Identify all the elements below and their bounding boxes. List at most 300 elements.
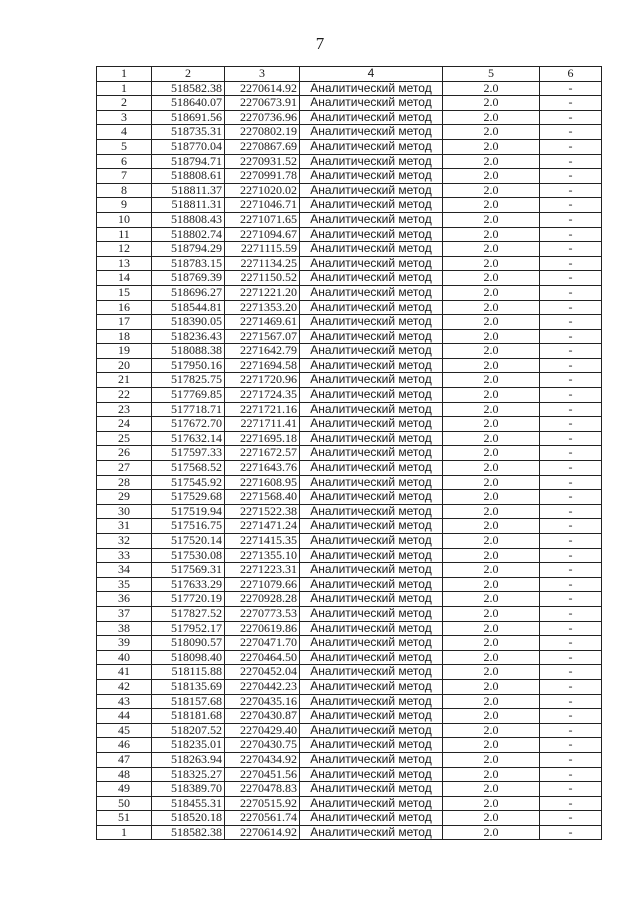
method-cell: Аналитический метод <box>300 534 443 549</box>
method-cell: Аналитический метод <box>300 125 443 140</box>
y-coordinate-cell: 2270931.52 <box>225 154 300 169</box>
x-coordinate-cell: 518235.01 <box>152 738 225 753</box>
table-row <box>97 125 602 140</box>
column-header-5: 5 <box>443 67 540 82</box>
point-number-cell: 30 <box>97 504 152 519</box>
point-number-cell: 50 <box>97 796 152 811</box>
x-coordinate-cell: 518115.88 <box>152 665 225 680</box>
x-coordinate-cell: 517633.29 <box>152 577 225 592</box>
accuracy-cell: 2.0 <box>443 198 540 213</box>
accuracy-cell: 2.0 <box>443 650 540 665</box>
y-coordinate-cell: 2270434.92 <box>225 752 300 767</box>
method-cell: Аналитический метод <box>300 475 443 490</box>
point-number-cell: 16 <box>97 300 152 315</box>
y-coordinate-cell: 2270452.04 <box>225 665 300 680</box>
table-row <box>97 402 602 417</box>
note-cell: - <box>540 825 602 840</box>
point-number-cell: 39 <box>97 636 152 651</box>
y-coordinate-cell: 2271046.71 <box>225 198 300 213</box>
point-number-cell: 25 <box>97 431 152 446</box>
note-cell: - <box>540 563 602 578</box>
x-coordinate-cell: 517529.68 <box>152 490 225 505</box>
table-header-row <box>97 67 602 82</box>
note-cell: - <box>540 183 602 198</box>
x-coordinate-cell: 517516.75 <box>152 519 225 534</box>
method-cell: Аналитический метод <box>300 679 443 694</box>
accuracy-cell: 2.0 <box>443 81 540 96</box>
y-coordinate-cell: 2270802.19 <box>225 125 300 140</box>
note-cell: - <box>540 621 602 636</box>
accuracy-cell: 2.0 <box>443 723 540 738</box>
point-number-cell: 2 <box>97 96 152 111</box>
x-coordinate-cell: 518640.07 <box>152 96 225 111</box>
x-coordinate-cell: 518582.38 <box>152 825 225 840</box>
method-cell: Аналитический метод <box>300 256 443 271</box>
note-cell: - <box>540 577 602 592</box>
method-cell: Аналитический метод <box>300 139 443 154</box>
note-cell: - <box>540 636 602 651</box>
table-row <box>97 504 602 519</box>
method-cell: Аналитический метод <box>300 563 443 578</box>
x-coordinate-cell: 518135.69 <box>152 679 225 694</box>
point-number-cell: 35 <box>97 577 152 592</box>
method-cell: Аналитический метод <box>300 169 443 184</box>
method-cell: Аналитический метод <box>300 446 443 461</box>
accuracy-cell: 2.0 <box>443 592 540 607</box>
x-coordinate-cell: 517952.17 <box>152 621 225 636</box>
accuracy-cell: 2.0 <box>443 475 540 490</box>
accuracy-cell: 2.0 <box>443 285 540 300</box>
note-cell: - <box>540 519 602 534</box>
point-number-cell: 34 <box>97 563 152 578</box>
point-number-cell: 14 <box>97 271 152 286</box>
x-coordinate-cell: 518390.05 <box>152 315 225 330</box>
table-row <box>97 650 602 665</box>
method-cell: Аналитический метод <box>300 358 443 373</box>
accuracy-cell: 2.0 <box>443 504 540 519</box>
point-number-cell: 1 <box>97 81 152 96</box>
accuracy-cell: 2.0 <box>443 782 540 797</box>
note-cell: - <box>540 212 602 227</box>
point-number-cell: 24 <box>97 417 152 432</box>
column-header-1: 1 <box>97 67 152 82</box>
point-number-cell: 32 <box>97 534 152 549</box>
note-cell: - <box>540 402 602 417</box>
point-number-cell: 42 <box>97 679 152 694</box>
point-number-cell: 17 <box>97 315 152 330</box>
point-number-cell: 21 <box>97 373 152 388</box>
note-cell: - <box>540 782 602 797</box>
method-cell: Аналитический метод <box>300 300 443 315</box>
accuracy-cell: 2.0 <box>443 752 540 767</box>
point-number-cell: 9 <box>97 198 152 213</box>
note-cell: - <box>540 227 602 242</box>
accuracy-cell: 2.0 <box>443 563 540 578</box>
method-cell: Аналитический метод <box>300 227 443 242</box>
x-coordinate-cell: 518389.70 <box>152 782 225 797</box>
y-coordinate-cell: 2271721.16 <box>225 402 300 417</box>
y-coordinate-cell: 2271694.58 <box>225 358 300 373</box>
table-row <box>97 110 602 125</box>
x-coordinate-cell: 517950.16 <box>152 358 225 373</box>
table-row <box>97 329 602 344</box>
x-coordinate-cell: 518088.38 <box>152 344 225 359</box>
note-cell: - <box>540 417 602 432</box>
note-cell: - <box>540 665 602 680</box>
y-coordinate-cell: 2270515.92 <box>225 796 300 811</box>
point-number-cell: 26 <box>97 446 152 461</box>
column-header-6: 6 <box>540 67 602 82</box>
table-row <box>97 475 602 490</box>
accuracy-cell: 2.0 <box>443 242 540 257</box>
point-number-cell: 47 <box>97 752 152 767</box>
y-coordinate-cell: 2271724.35 <box>225 388 300 403</box>
x-coordinate-cell: 518236.43 <box>152 329 225 344</box>
table-row <box>97 154 602 169</box>
accuracy-cell: 2.0 <box>443 256 540 271</box>
method-cell: Аналитический метод <box>300 606 443 621</box>
y-coordinate-cell: 2270991.78 <box>225 169 300 184</box>
y-coordinate-cell: 2270736.96 <box>225 110 300 125</box>
x-coordinate-cell: 517672.70 <box>152 417 225 432</box>
table-row <box>97 606 602 621</box>
method-cell: Аналитический метод <box>300 431 443 446</box>
x-coordinate-cell: 517520.14 <box>152 534 225 549</box>
y-coordinate-cell: 2270442.23 <box>225 679 300 694</box>
point-number-cell: 41 <box>97 665 152 680</box>
table-body <box>97 67 602 840</box>
point-number-cell: 8 <box>97 183 152 198</box>
note-cell: - <box>540 723 602 738</box>
method-cell: Аналитический метод <box>300 154 443 169</box>
accuracy-cell: 2.0 <box>443 636 540 651</box>
note-cell: - <box>540 738 602 753</box>
accuracy-cell: 2.0 <box>443 548 540 563</box>
table-row <box>97 694 602 709</box>
y-coordinate-cell: 2270430.87 <box>225 709 300 724</box>
table-row <box>97 738 602 753</box>
method-cell: Аналитический метод <box>300 782 443 797</box>
method-cell: Аналитический метод <box>300 548 443 563</box>
method-cell: Аналитический метод <box>300 519 443 534</box>
accuracy-cell: 2.0 <box>443 402 540 417</box>
x-coordinate-cell: 517519.94 <box>152 504 225 519</box>
x-coordinate-cell: 518098.40 <box>152 650 225 665</box>
y-coordinate-cell: 2270451.56 <box>225 767 300 782</box>
accuracy-cell: 2.0 <box>443 606 540 621</box>
table-row <box>97 534 602 549</box>
y-coordinate-cell: 2271071.65 <box>225 212 300 227</box>
table-row <box>97 592 602 607</box>
point-number-cell: 1 <box>97 825 152 840</box>
note-cell: - <box>540 81 602 96</box>
point-number-cell: 44 <box>97 709 152 724</box>
table-row <box>97 679 602 694</box>
table-row <box>97 139 602 154</box>
note-cell: - <box>540 504 602 519</box>
accuracy-cell: 2.0 <box>443 796 540 811</box>
method-cell: Аналитический метод <box>300 709 443 724</box>
table-row <box>97 767 602 782</box>
table-row <box>97 636 602 651</box>
x-coordinate-cell: 518808.61 <box>152 169 225 184</box>
accuracy-cell: 2.0 <box>443 534 540 549</box>
note-cell: - <box>540 694 602 709</box>
y-coordinate-cell: 2271695.18 <box>225 431 300 446</box>
note-cell: - <box>540 446 602 461</box>
point-number-cell: 45 <box>97 723 152 738</box>
point-number-cell: 33 <box>97 548 152 563</box>
point-number-cell: 4 <box>97 125 152 140</box>
table-row <box>97 709 602 724</box>
note-cell: - <box>540 490 602 505</box>
note-cell: - <box>540 154 602 169</box>
note-cell: - <box>540 329 602 344</box>
table-row <box>97 256 602 271</box>
accuracy-cell: 2.0 <box>443 679 540 694</box>
accuracy-cell: 2.0 <box>443 577 540 592</box>
y-coordinate-cell: 2270435.16 <box>225 694 300 709</box>
y-coordinate-cell: 2271522.38 <box>225 504 300 519</box>
accuracy-cell: 2.0 <box>443 621 540 636</box>
y-coordinate-cell: 2271415.35 <box>225 534 300 549</box>
table-row <box>97 461 602 476</box>
accuracy-cell: 2.0 <box>443 169 540 184</box>
method-cell: Аналитический метод <box>300 110 443 125</box>
note-cell: - <box>540 431 602 446</box>
accuracy-cell: 2.0 <box>443 825 540 840</box>
table-row <box>97 271 602 286</box>
y-coordinate-cell: 2271079.66 <box>225 577 300 592</box>
y-coordinate-cell: 2271643.76 <box>225 461 300 476</box>
point-number-cell: 3 <box>97 110 152 125</box>
x-coordinate-cell: 517825.75 <box>152 373 225 388</box>
note-cell: - <box>540 679 602 694</box>
note-cell: - <box>540 461 602 476</box>
method-cell: Аналитический метод <box>300 825 443 840</box>
accuracy-cell: 2.0 <box>443 154 540 169</box>
accuracy-cell: 2.0 <box>443 358 540 373</box>
point-number-cell: 15 <box>97 285 152 300</box>
table-row <box>97 577 602 592</box>
point-number-cell: 19 <box>97 344 152 359</box>
method-cell: Аналитический метод <box>300 504 443 519</box>
method-cell: Аналитический метод <box>300 198 443 213</box>
column-header-4: 4 <box>300 67 443 82</box>
column-header-2: 2 <box>152 67 225 82</box>
point-number-cell: 40 <box>97 650 152 665</box>
x-coordinate-cell: 518811.37 <box>152 183 225 198</box>
point-number-cell: 48 <box>97 767 152 782</box>
method-cell: Аналитический метод <box>300 329 443 344</box>
accuracy-cell: 2.0 <box>443 183 540 198</box>
method-cell: Аналитический метод <box>300 577 443 592</box>
x-coordinate-cell: 518520.18 <box>152 811 225 826</box>
note-cell: - <box>540 315 602 330</box>
note-cell: - <box>540 388 602 403</box>
y-coordinate-cell: 2270430.75 <box>225 738 300 753</box>
note-cell: - <box>540 300 602 315</box>
note-cell: - <box>540 709 602 724</box>
note-cell: - <box>540 373 602 388</box>
point-number-cell: 7 <box>97 169 152 184</box>
note-cell: - <box>540 256 602 271</box>
y-coordinate-cell: 2270478.83 <box>225 782 300 797</box>
note-cell: - <box>540 139 602 154</box>
method-cell: Аналитический метод <box>300 490 443 505</box>
accuracy-cell: 2.0 <box>443 811 540 826</box>
x-coordinate-cell: 518090.57 <box>152 636 225 651</box>
accuracy-cell: 2.0 <box>443 212 540 227</box>
x-coordinate-cell: 517545.92 <box>152 475 225 490</box>
x-coordinate-cell: 518544.81 <box>152 300 225 315</box>
note-cell: - <box>540 606 602 621</box>
y-coordinate-cell: 2271094.67 <box>225 227 300 242</box>
x-coordinate-cell: 518696.27 <box>152 285 225 300</box>
x-coordinate-cell: 518769.39 <box>152 271 225 286</box>
note-cell: - <box>540 548 602 563</box>
table-row <box>97 723 602 738</box>
table-row <box>97 227 602 242</box>
method-cell: Аналитический метод <box>300 373 443 388</box>
table-row <box>97 811 602 826</box>
y-coordinate-cell: 2271353.20 <box>225 300 300 315</box>
method-cell: Аналитический метод <box>300 402 443 417</box>
page-number: 7 <box>315 34 325 53</box>
y-coordinate-cell: 2271471.24 <box>225 519 300 534</box>
point-number-cell: 51 <box>97 811 152 826</box>
x-coordinate-cell: 517720.19 <box>152 592 225 607</box>
note-cell: - <box>540 242 602 257</box>
note-cell: - <box>540 650 602 665</box>
x-coordinate-cell: 518263.94 <box>152 752 225 767</box>
accuracy-cell: 2.0 <box>443 490 540 505</box>
x-coordinate-cell: 517568.52 <box>152 461 225 476</box>
x-coordinate-cell: 518770.04 <box>152 139 225 154</box>
accuracy-cell: 2.0 <box>443 431 540 446</box>
accuracy-cell: 2.0 <box>443 767 540 782</box>
table-row <box>97 198 602 213</box>
x-coordinate-cell: 518181.68 <box>152 709 225 724</box>
y-coordinate-cell: 2271134.25 <box>225 256 300 271</box>
accuracy-cell: 2.0 <box>443 461 540 476</box>
note-cell: - <box>540 110 602 125</box>
table-row <box>97 358 602 373</box>
x-coordinate-cell: 518691.56 <box>152 110 225 125</box>
point-number-cell: 12 <box>97 242 152 257</box>
table-row <box>97 563 602 578</box>
method-cell: Аналитический метод <box>300 315 443 330</box>
point-number-cell: 11 <box>97 227 152 242</box>
method-cell: Аналитический метод <box>300 285 443 300</box>
y-coordinate-cell: 2271221.20 <box>225 285 300 300</box>
x-coordinate-cell: 518325.27 <box>152 767 225 782</box>
y-coordinate-cell: 2271355.10 <box>225 548 300 563</box>
point-number-cell: 23 <box>97 402 152 417</box>
method-cell: Аналитический метод <box>300 650 443 665</box>
note-cell: - <box>540 358 602 373</box>
note-cell: - <box>540 96 602 111</box>
table-row <box>97 417 602 432</box>
note-cell: - <box>540 125 602 140</box>
y-coordinate-cell: 2271720.96 <box>225 373 300 388</box>
x-coordinate-cell: 518207.52 <box>152 723 225 738</box>
method-cell: Аналитический метод <box>300 183 443 198</box>
table-row <box>97 665 602 680</box>
table-row <box>97 212 602 227</box>
table-row <box>97 490 602 505</box>
note-cell: - <box>540 534 602 549</box>
accuracy-cell: 2.0 <box>443 227 540 242</box>
y-coordinate-cell: 2271568.40 <box>225 490 300 505</box>
x-coordinate-cell: 517827.52 <box>152 606 225 621</box>
point-number-cell: 10 <box>97 212 152 227</box>
point-number-cell: 28 <box>97 475 152 490</box>
x-coordinate-cell: 518157.68 <box>152 694 225 709</box>
point-number-cell: 46 <box>97 738 152 753</box>
accuracy-cell: 2.0 <box>443 738 540 753</box>
x-coordinate-cell: 517718.71 <box>152 402 225 417</box>
x-coordinate-cell: 518794.29 <box>152 242 225 257</box>
accuracy-cell: 2.0 <box>443 300 540 315</box>
note-cell: - <box>540 271 602 286</box>
accuracy-cell: 2.0 <box>443 417 540 432</box>
accuracy-cell: 2.0 <box>443 519 540 534</box>
point-number-cell: 13 <box>97 256 152 271</box>
table-row <box>97 519 602 534</box>
method-cell: Аналитический метод <box>300 461 443 476</box>
accuracy-cell: 2.0 <box>443 271 540 286</box>
table-row <box>97 373 602 388</box>
method-cell: Аналитический метод <box>300 738 443 753</box>
note-cell: - <box>540 344 602 359</box>
table-row <box>97 285 602 300</box>
table-row <box>97 431 602 446</box>
x-coordinate-cell: 518794.71 <box>152 154 225 169</box>
note-cell: - <box>540 285 602 300</box>
accuracy-cell: 2.0 <box>443 96 540 111</box>
point-number-cell: 29 <box>97 490 152 505</box>
point-number-cell: 27 <box>97 461 152 476</box>
y-coordinate-cell: 2271020.02 <box>225 183 300 198</box>
table-row <box>97 446 602 461</box>
method-cell: Аналитический метод <box>300 212 443 227</box>
table-row <box>97 242 602 257</box>
table-row <box>97 300 602 315</box>
note-cell: - <box>540 198 602 213</box>
table-row <box>97 796 602 811</box>
table-row <box>97 752 602 767</box>
point-number-cell: 36 <box>97 592 152 607</box>
y-coordinate-cell: 2270867.69 <box>225 139 300 154</box>
note-cell: - <box>540 811 602 826</box>
note-cell: - <box>540 169 602 184</box>
note-cell: - <box>540 475 602 490</box>
coordinates-table <box>96 66 602 840</box>
y-coordinate-cell: 2270464.50 <box>225 650 300 665</box>
x-coordinate-cell: 517569.31 <box>152 563 225 578</box>
accuracy-cell: 2.0 <box>443 446 540 461</box>
method-cell: Аналитический метод <box>300 636 443 651</box>
y-coordinate-cell: 2271642.79 <box>225 344 300 359</box>
table-row <box>97 548 602 563</box>
point-number-cell: 49 <box>97 782 152 797</box>
table-row <box>97 169 602 184</box>
method-cell: Аналитический метод <box>300 96 443 111</box>
accuracy-cell: 2.0 <box>443 709 540 724</box>
method-cell: Аналитический метод <box>300 388 443 403</box>
method-cell: Аналитический метод <box>300 811 443 826</box>
